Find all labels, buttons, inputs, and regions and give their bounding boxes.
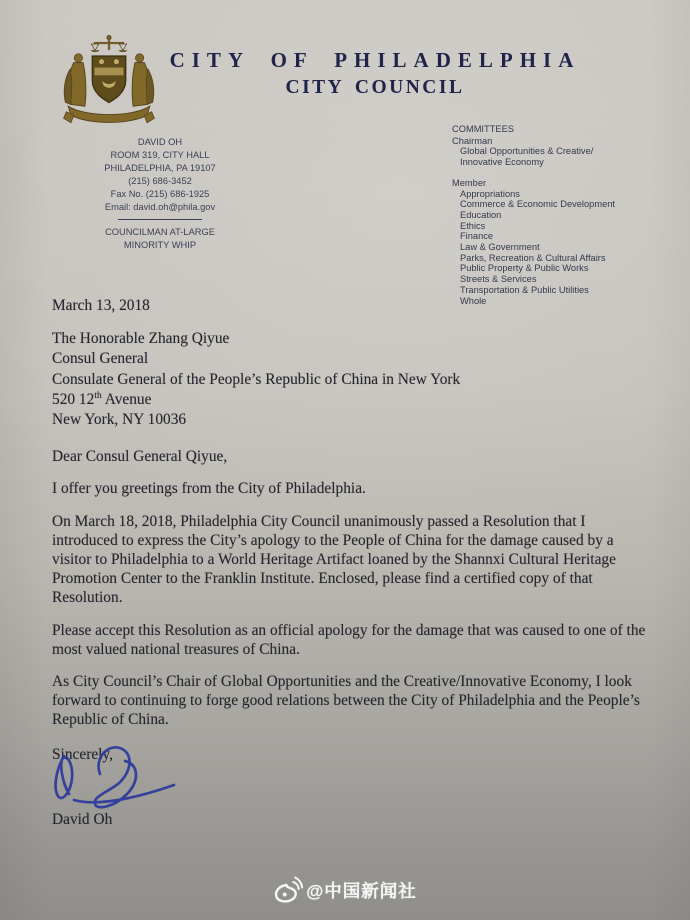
chairman-item: Global Opportunities & Creative/ bbox=[460, 146, 594, 157]
committees-block bbox=[452, 124, 672, 306]
member-item: Education bbox=[460, 209, 502, 220]
salutation: Dear Consul General Qiyue, bbox=[52, 448, 228, 466]
recipient-block bbox=[52, 329, 650, 430]
letterhead-subtitle: CITY COUNCIL bbox=[285, 77, 465, 98]
contact-role: COUNCILMAN AT-LARGE bbox=[105, 227, 215, 237]
recipient-line: The Honorable Zhang Qiyue bbox=[52, 330, 230, 348]
member-item: Public Property & Public Works bbox=[460, 263, 589, 274]
signature-area bbox=[52, 764, 650, 810]
member-items bbox=[452, 189, 672, 307]
letterhead-title: CITY OF PHILADELPHIA bbox=[169, 48, 581, 72]
masthead bbox=[140, 48, 610, 99]
signature-scribble-icon bbox=[36, 734, 186, 818]
contact-role: MINORITY WHIP bbox=[123, 240, 197, 250]
contact-roles bbox=[56, 226, 264, 252]
letter-body bbox=[52, 296, 650, 829]
member-item: Ethics bbox=[460, 220, 486, 231]
member-item: Streets & Services bbox=[460, 274, 537, 285]
ordinal-superscript: th bbox=[94, 390, 102, 401]
contact-line: ROOM 319, CITY HALL bbox=[110, 150, 210, 160]
contact-line: Fax No. (215) 686-1925 bbox=[110, 189, 210, 199]
chairman-label: Chairman bbox=[452, 135, 493, 146]
weibo-icon bbox=[273, 876, 303, 904]
member-label: Member bbox=[452, 177, 487, 188]
contact-divider bbox=[118, 219, 202, 220]
contact-line: PHILADELPHIA, PA 19107 bbox=[104, 163, 216, 173]
letter-date: March 13, 2018 bbox=[52, 297, 150, 314]
contact-block bbox=[56, 136, 264, 252]
member-item: Commerce & Economic Development bbox=[460, 199, 616, 210]
recipient-line: Consulate General of the People’s Republic of China in New York bbox=[52, 370, 461, 388]
member-item: Whole bbox=[460, 295, 487, 306]
paragraphs bbox=[52, 479, 650, 729]
body-paragraph: On March 18, 2018, Philadelphia City Council unanimously passed a Resolution that I introduced to express the City’s apology to the People of China for the damage caused by a visitor to Philadelphia to a World Heritage Artifact loaned by the Shannxi Cultural Heritage Promotion Center to the Franklin Institute. Enclosed, please find a certified copy of that Resolution. bbox=[52, 512, 616, 607]
recipient-line: 520 12th Avenue bbox=[52, 390, 152, 408]
committees-heading: COMMITTEES bbox=[452, 124, 514, 134]
body-paragraph: Please accept this Resolution as an official apology for the damage that was caused to one of the most valued national treasures of China. bbox=[52, 621, 646, 658]
watermark-text: @中国新闻社 bbox=[306, 880, 417, 901]
recipient-line: Consul General bbox=[52, 350, 149, 368]
contact-line: (215) 686-3452 bbox=[128, 176, 192, 186]
member-item: Parks, Recreation & Cultural Affairs bbox=[460, 252, 606, 263]
chairman-item: Innovative Economy bbox=[460, 157, 544, 168]
member-item: Law & Government bbox=[460, 242, 540, 253]
signer-name: David Oh bbox=[52, 810, 113, 828]
body-paragraph: As City Council’s Chair of Global Opportunities and the Creative/Innovative Economy, I look forward to continuing to forge good relations between the City of Philadelphia and the People’s Republic of China. bbox=[52, 673, 640, 729]
watermark bbox=[273, 876, 417, 904]
recipient-line: New York, NY 10036 bbox=[52, 411, 187, 429]
body-paragraph: I offer you greetings from the City of Philadelphia. bbox=[52, 480, 366, 498]
member-item: Finance bbox=[460, 231, 494, 242]
contact-name: DAVID OH bbox=[137, 137, 183, 147]
member-item: Transportation & Public Utilities bbox=[460, 284, 589, 295]
closing: Sincerely, bbox=[52, 745, 113, 763]
chairman-items bbox=[452, 146, 672, 167]
member-item: Appropriations bbox=[460, 188, 520, 199]
contact-line: Email: david.oh@phila.gov bbox=[104, 202, 216, 212]
contact-lines bbox=[56, 149, 264, 214]
